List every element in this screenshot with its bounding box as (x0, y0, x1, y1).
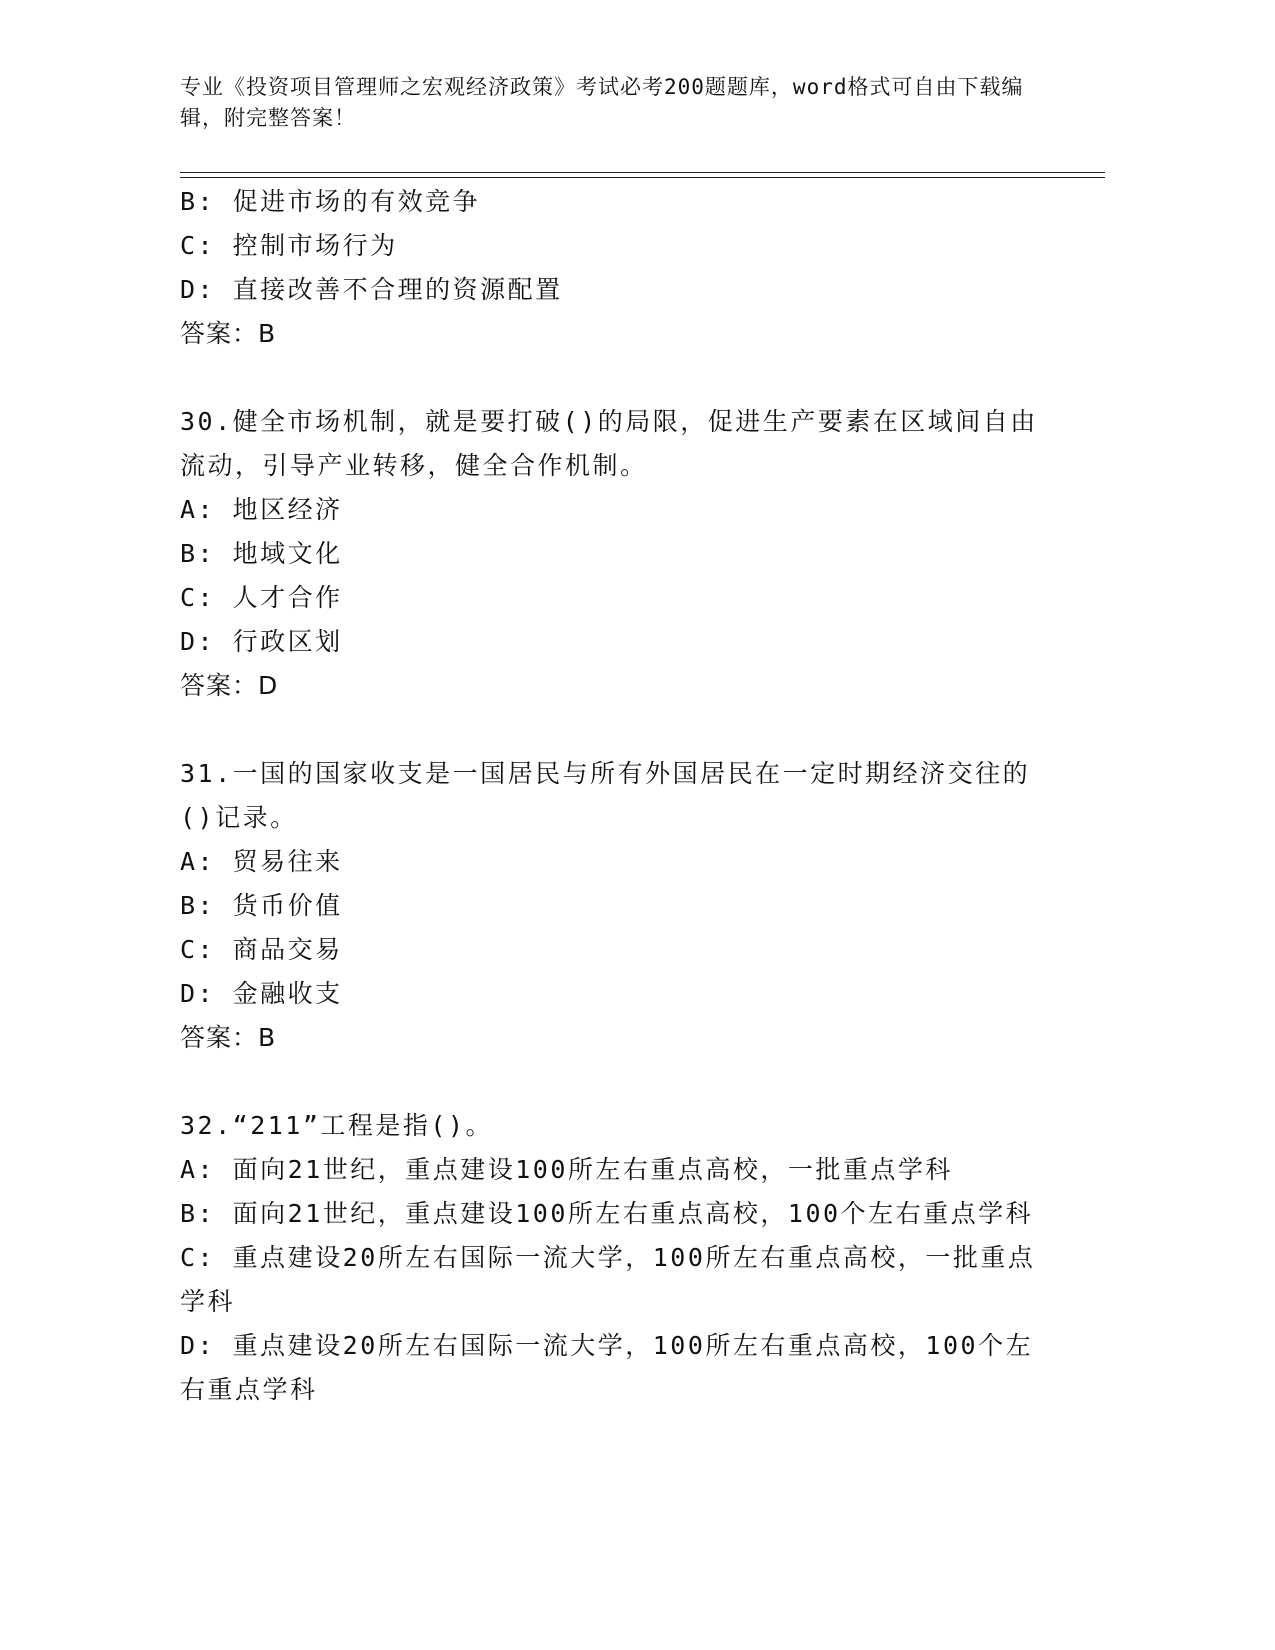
option-d: D: 行政区划 (180, 627, 343, 656)
question-32-block (180, 1104, 1040, 1412)
question-stem: 32.“211”工程是指()。 (180, 1111, 494, 1140)
option-c: C: 控制市场行为 (180, 231, 398, 260)
option-b: B: 地域文化 (180, 539, 343, 568)
option-b: B: 面向21世纪，重点建设100所左右重点高校，100个左右重点学科 (180, 1199, 1034, 1228)
option-c: C: 人才合作 (180, 583, 343, 612)
question-spacer (180, 356, 1040, 400)
document-header: 专业《投资项目管理师之宏观经济政策》考试必考200题题库，word格式可自由下载编辑，附完整答案！ (180, 75, 1024, 130)
question-29-block (180, 180, 1040, 356)
option-c: C: 商品交易 (180, 935, 343, 964)
option-d: D: 直接改善不合理的资源配置 (180, 275, 563, 304)
question-content (180, 180, 1040, 1412)
option-b: B: 促进市场的有效竞争 (180, 187, 481, 216)
question-stem: 31.一国的国家收支是一国居民与所有外国居民在一定时期经济交往的()记录。 (180, 759, 1031, 832)
option-d: D: 重点建设20所左右国际一流大学，100所左右重点高校，100个左右重点学科 (180, 1331, 1034, 1404)
question-spacer (180, 708, 1040, 752)
answer-line: 答案：B (180, 319, 277, 348)
option-a: A: 面向21世纪，重点建设100所左右重点高校，一批重点学科 (180, 1155, 953, 1184)
question-31-block (180, 752, 1040, 1060)
option-d: D: 金融收支 (180, 979, 343, 1008)
question-30-block (180, 400, 1040, 708)
question-spacer (180, 1060, 1040, 1104)
option-b: B: 货币价值 (180, 891, 343, 920)
header-rule-top (180, 172, 1105, 173)
question-stem: 30.健全市场机制，就是要打破()的局限，促进生产要素在区域间自由流动，引导产业转移，健全合作机制。 (180, 407, 1038, 480)
option-a: A: 贸易往来 (180, 847, 343, 876)
option-c: C: 重点建设20所左右国际一流大学，100所左右重点高校，一批重点学科 (180, 1243, 1036, 1316)
option-a: A: 地区经济 (180, 495, 343, 524)
header-rule-bottom (180, 177, 1105, 178)
answer-line: 答案：B (180, 1023, 277, 1052)
answer-line: 答案：D (180, 671, 279, 700)
